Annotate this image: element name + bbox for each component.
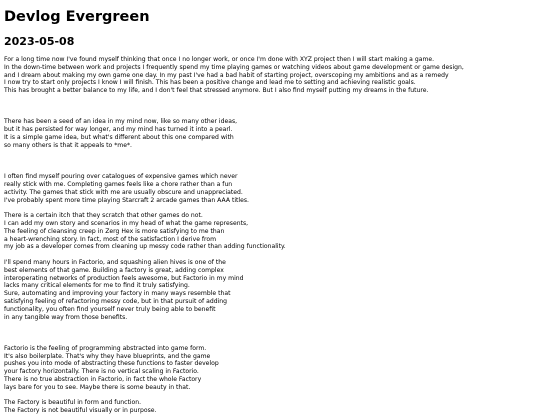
spacer xyxy=(4,392,536,400)
page-title: Devlog Evergreen xyxy=(4,9,150,25)
spacer xyxy=(4,204,536,212)
spacer xyxy=(4,251,536,259)
paragraph-catalogues: I often find myself pouring over catalogues of expensive games which never really stick with me. Completing games feels like a chore rather than a fun activity. The games that stick with me are usually obscure and unappreciated. I've probably spent more time playing Starcraft 2 arcade games than AAA titles. xyxy=(4,173,249,204)
post-body xyxy=(4,56,536,415)
paragraph-factory-beauty: The Factory is beautiful in form and function. The Factory is not beautiful visually or in purpose. xyxy=(4,399,157,415)
post-date: 2023-05-08 xyxy=(4,35,75,48)
spacer xyxy=(4,95,536,119)
paragraph-seed: There has been a seed of an idea in my mind now, like so many other ideas, but it has persisted for way longer, and my mind has turned it into a pearl. It is a simple game idea, but what's different about this one compared with so many others is that it appeals to *me*. xyxy=(4,118,238,149)
paragraph-abstraction: Factorio is the feeling of programming abstracted into game form. It's also boilerplate. That's why they have blueprints, and the game pushes you into mode of abstracting these functions to faster develop your factory horizontally. There is no vertical scaling in Factorio. There is no true abstraction in Factorio, in fact the whole Factory lays bare for you to see. Maybe there is some beauty in that. xyxy=(4,344,219,391)
paragraph-factorio: I'll spend many hours in Factorio, and squashing alien hives is one of the best elements of that game. Building a factory is great, adding complex interoperating networks of production feels awesome, but Factorio in my mind lacks many critical elements for me to find it truly satisfying. Sure, automating and improving your factory in many ways resemble that satisfying feeling of refactoring messy code, but in that pursuit of adding functionality, you often find yourself never truly being able to benefit in any tangible way from those benefits. xyxy=(4,258,244,321)
spacer xyxy=(4,321,536,345)
spacer xyxy=(4,150,536,174)
paragraph-itch: There is a certain itch that they scratch that other games do not. I can add my own story and scenarios in my head of what the game represents, The feeling of cleansing creep in Zerg Hex is more satisfying to me than a heart-wrenching story. In fact, most of the satisfaction I derive from my job as a developer comes from cleaning up messy code rather than adding functionality. xyxy=(4,212,286,251)
paragraph-intro: For a long time now I've found myself thinking that once I no longer work, or once I'm done with XYZ project then I will start making a game. In the down-time between work and projects I frequently spend my time playing games or watching videos about game development or game design, and I dream about making my own game one day. In my past I've had a bad habit of starting project, overscoping my ambitions and as a remedy I now try to start only projects I know I will finish. This has been a positive change and lead me to setting and achieving realistic goals. This has brought a better balance to my life, and I don't feel that stressed anymore. But I also find myself putting my dreams in the future. xyxy=(4,56,464,95)
